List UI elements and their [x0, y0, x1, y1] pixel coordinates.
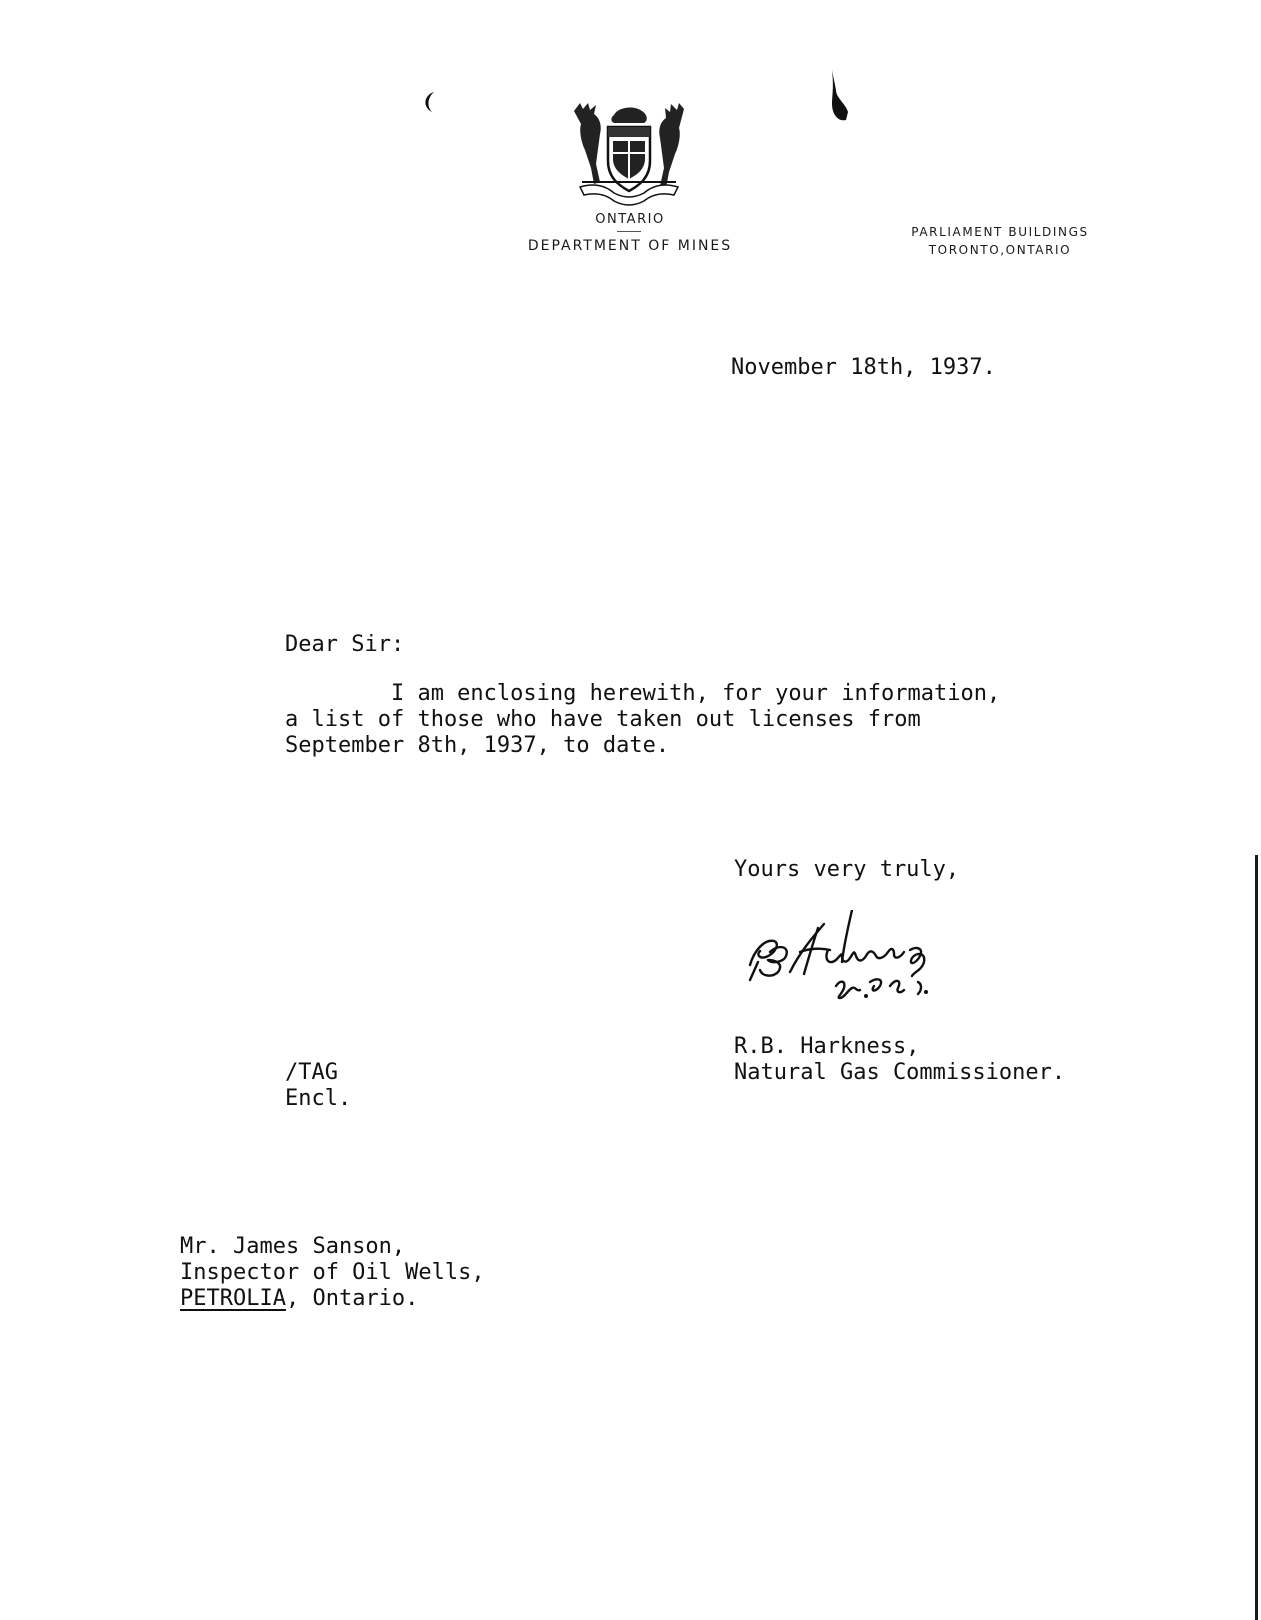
letterhead-divider — [617, 231, 641, 232]
recipient-name: Mr. James Sanson, — [180, 1234, 406, 1259]
recipient-province: , Ontario. — [285, 1286, 419, 1311]
body-line: a list of those who have taken out licenses from — [285, 707, 921, 732]
letter-date: November 18th, 1937. — [731, 355, 996, 380]
letterhead-address-line2: TORONTO,ONTARIO — [928, 243, 1072, 257]
signer-title: Natural Gas Commissioner. — [734, 1060, 1066, 1085]
body-line: September 8th, 1937, to date. — [285, 733, 670, 758]
scan-mark-left — [420, 89, 438, 115]
scan-mark-right — [826, 68, 850, 124]
enclosure-note: Encl. — [285, 1086, 352, 1111]
scan-edge-line — [1255, 855, 1258, 1620]
recipient-location — [180, 1286, 418, 1312]
handwritten-signature — [740, 910, 980, 1015]
letterhead-department: DEPARTMENT OF MINES — [527, 238, 733, 254]
reference-initials: /TAG — [285, 1060, 338, 1085]
letter-salutation: Dear Sir: — [285, 632, 405, 657]
letterhead-address-line1: PARLIAMENT BUILDINGS — [911, 225, 1089, 239]
recipient-title: Inspector of Oil Wells, — [180, 1260, 485, 1285]
body-line: I am enclosing herewith, for your information, — [285, 681, 1001, 706]
coat-of-arms-icon — [566, 101, 692, 207]
letterhead-province: ONTARIO — [595, 212, 665, 227]
letter-closing: Yours very truly, — [734, 857, 960, 882]
signer-name: R.B. Harkness, — [734, 1034, 920, 1059]
recipient-city: PETROLIA — [180, 1286, 286, 1311]
